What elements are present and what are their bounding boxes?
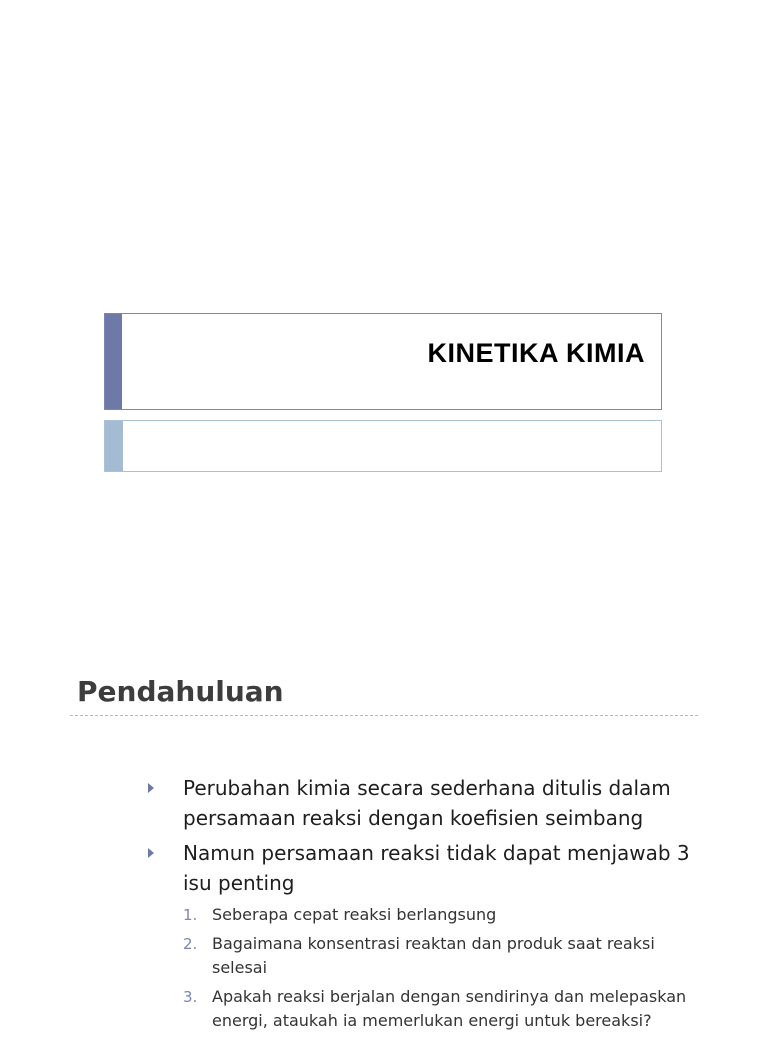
sublist-item: [183, 932, 708, 980]
sublist-text: Bagaimana konsentrasi reaktan dan produk saat reaksi selesai: [212, 934, 655, 977]
bullet-arrow-icon: [148, 848, 154, 858]
sublist-number: 3.: [183, 988, 198, 1006]
title-box: [104, 313, 662, 410]
bullet-list: [148, 773, 708, 1038]
sublist-text: Seberapa cepat reaksi berlangsung: [212, 905, 497, 924]
title-accent-bar: [105, 314, 122, 409]
bullet-text: Namun persamaan reaksi tidak dapat menjawab 3 isu penting: [183, 841, 690, 895]
bullet-arrow-icon: [148, 783, 154, 793]
bullet-text: Perubahan kimia secara sederhana ditulis dalam persamaan reaksi dengan koefisien seimbang: [183, 776, 671, 830]
sublist-number: 1.: [183, 906, 198, 924]
sublist-text: Apakah reaksi berjalan dengan sendirinya dan melepaskan energi, ataukah ia memerlukan energi untuk bereaksi?: [212, 987, 687, 1030]
sublist-item: [183, 903, 708, 927]
heading-divider: [70, 715, 698, 716]
sublist-item: [183, 985, 708, 1033]
slide-heading: Pendahuluan: [77, 675, 284, 708]
content-slide: [0, 650, 768, 1030]
subtitle-box: [104, 420, 662, 472]
bullet-item: [148, 773, 708, 833]
sublist-number: 2.: [183, 935, 198, 953]
slide-title: KINETIKA KIMIA: [427, 338, 645, 368]
bullet-item: [148, 838, 708, 898]
subtitle-accent-bar: [105, 421, 123, 471]
numbered-sublist: [183, 903, 708, 1033]
